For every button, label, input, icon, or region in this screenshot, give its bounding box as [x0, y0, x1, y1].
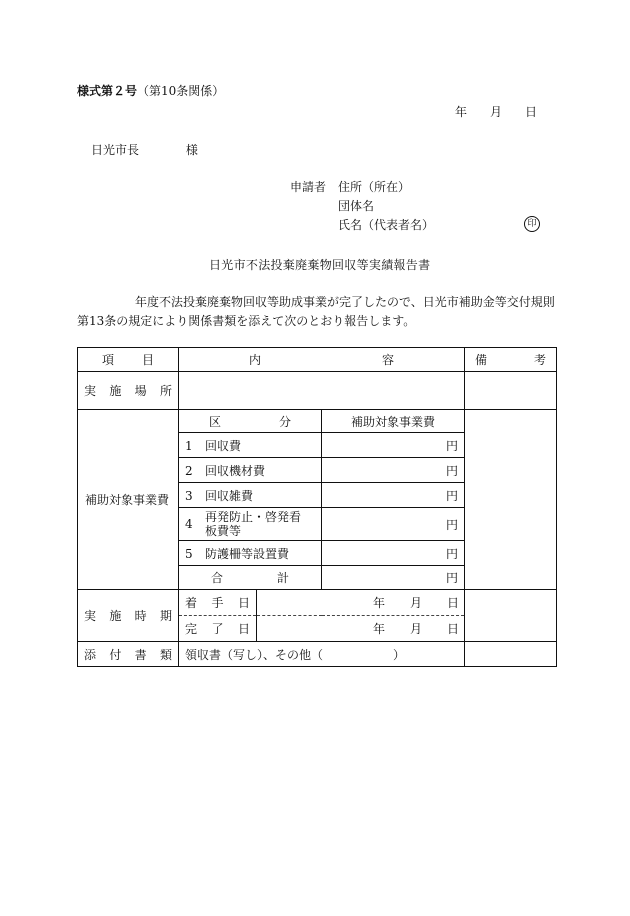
body-line-2: 第13条の規定により関係書類を添えて次のとおり報告します。	[77, 314, 416, 328]
total-amount[interactable]: 円	[322, 566, 465, 590]
seal-stamp-icon: 印	[524, 216, 540, 232]
addressee	[91, 141, 198, 158]
date-month: 月	[489, 105, 502, 119]
form-number-label: 様式第２号	[77, 84, 138, 98]
applicant-address: 住所（所在）	[338, 180, 411, 194]
addressee-honorific: 様	[185, 143, 198, 157]
applicant-group: 団体名	[338, 199, 375, 213]
attachments-row	[78, 642, 557, 667]
subsidy-item-amount[interactable]: 円	[322, 541, 465, 566]
total-label: 合 計	[179, 566, 322, 590]
date-day: 日	[524, 105, 537, 119]
header-content: 内 容	[179, 348, 465, 372]
subsidy-item-label: 2 回収機材費	[179, 458, 322, 483]
form-number	[77, 82, 224, 99]
attachments-label: 添 付 書 類	[78, 642, 179, 667]
document-title: 日光市不法投棄廃棄物回収等実績報告書	[209, 258, 431, 272]
place-note[interactable]	[465, 372, 557, 410]
report-table	[77, 347, 557, 667]
start-label: 着 手 日	[179, 590, 257, 616]
header-note: 備 考	[465, 348, 557, 372]
subsidy-item-amount[interactable]: 円	[322, 508, 465, 541]
subsidy-label: 補助対象事業費	[78, 410, 179, 590]
body-line-1: 年度不法投棄廃棄物回収等助成事業が完了したので、日光市補助金等交付規則	[135, 295, 555, 309]
addressee-name: 日光市長	[91, 143, 140, 157]
subsidy-item-label: 1 回収費	[179, 433, 322, 458]
subsidy-item-label: 3 回収雑費	[179, 483, 322, 508]
place-value[interactable]	[179, 372, 465, 410]
attachments-note[interactable]	[465, 642, 557, 667]
period-note[interactable]	[465, 590, 557, 642]
subsidy-item-label: 4 再発防止・啓発看板費等	[179, 508, 322, 541]
applicant-label: 申請者	[290, 180, 327, 194]
header-item: 項 目	[78, 348, 179, 372]
subsidy-item-amount[interactable]: 円	[322, 483, 465, 508]
header-row	[78, 348, 557, 372]
place-label: 実 施 場 所	[78, 372, 179, 410]
subsidy-note[interactable]	[465, 410, 557, 590]
subsidy-item-amount[interactable]: 円	[322, 458, 465, 483]
date-line	[455, 103, 537, 120]
period-start-row	[78, 590, 557, 616]
start-date[interactable]: 年 月 日	[257, 590, 465, 616]
division-header: 区 分	[179, 410, 322, 433]
date-year: 年	[455, 105, 468, 119]
period-label: 実 施 時 期	[78, 590, 179, 642]
end-label: 完 了 日	[179, 616, 257, 642]
subsidy-item-label: 5 防護柵等設置費	[179, 541, 322, 566]
amount-header: 補助対象事業費	[322, 410, 465, 433]
end-date[interactable]: 年 月 日	[257, 616, 465, 642]
applicant-representative: 氏名（代表者名）	[338, 218, 435, 232]
form-reference: （第10条関係）	[137, 84, 225, 98]
seal-mark	[524, 215, 540, 232]
subsidy-subheader-row	[78, 410, 557, 433]
attachments-value[interactable]: 領収書（写し）、その他（ ）	[179, 642, 465, 667]
place-row	[78, 372, 557, 410]
subsidy-item-amount[interactable]: 円	[322, 433, 465, 458]
